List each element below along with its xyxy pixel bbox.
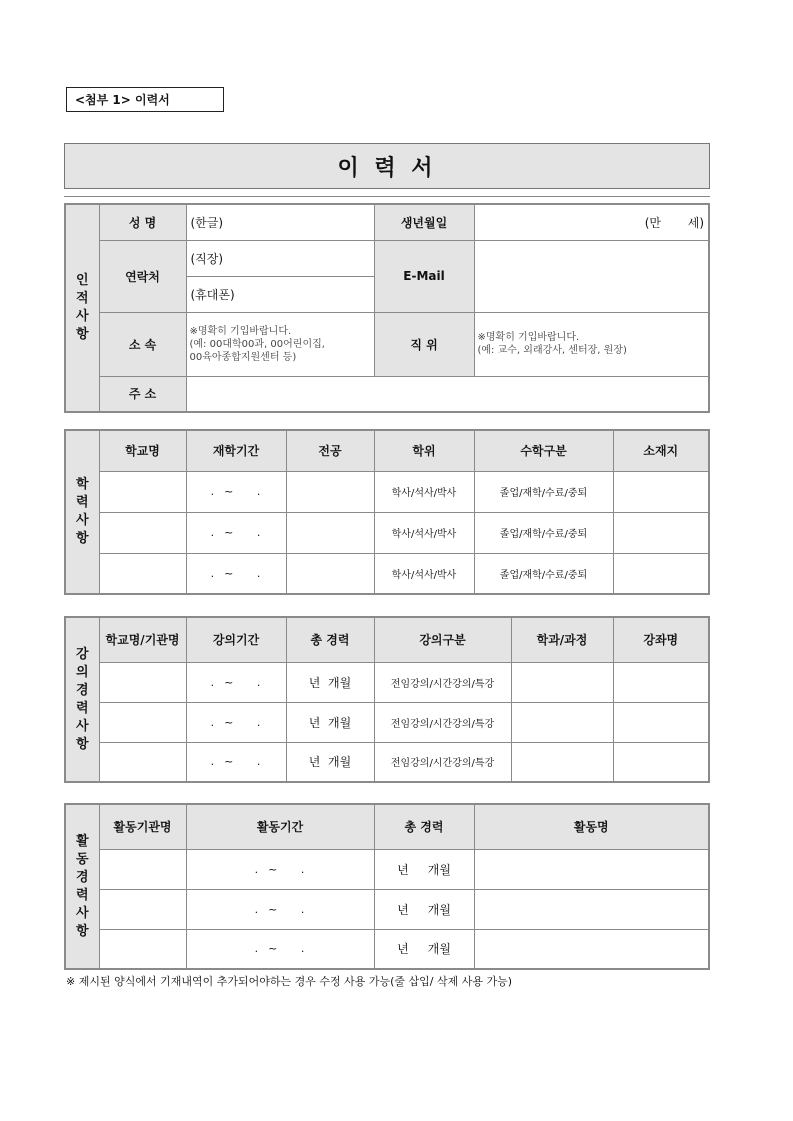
contact-label: 연락처 [99, 240, 186, 312]
education-table [64, 429, 710, 595]
lecture-type-field[interactable]: 전임강의/시간강의/특강 [374, 742, 511, 782]
total-career-field[interactable]: 년 개월 [374, 889, 474, 929]
education-header: 학위 [374, 430, 474, 471]
institution-field[interactable] [99, 662, 186, 702]
table-row [65, 553, 709, 594]
address-label: 주 소 [99, 376, 186, 412]
major-field[interactable] [286, 512, 374, 553]
title-divider [64, 196, 710, 197]
education-header: 소재지 [613, 430, 709, 471]
period-field[interactable]: . ~ . [186, 553, 286, 594]
lecture-type-field[interactable]: 전임강의/시간강의/특강 [374, 702, 511, 742]
table-row [65, 471, 709, 512]
affiliation-field[interactable]: ※명확히 기입바랍니다. (예: 00대학00과, 00어린이집, 00육아종합지원센터 등) [186, 312, 374, 376]
status-field[interactable]: 졸업/재학/수료/중퇴 [474, 512, 613, 553]
email-field[interactable] [474, 240, 709, 312]
department-field[interactable] [511, 662, 613, 702]
table-row [65, 662, 709, 702]
education-header: 재학기간 [186, 430, 286, 471]
total-career-field[interactable]: 년 개월 [286, 742, 374, 782]
name-field[interactable]: (한글) [186, 204, 374, 240]
activity-name-field[interactable] [474, 929, 709, 969]
mobile-phone-field[interactable]: (휴대폰) [186, 276, 374, 312]
table-row [65, 849, 709, 889]
institution-field[interactable] [99, 742, 186, 782]
period-field[interactable]: . ~ . [186, 929, 374, 969]
course-field[interactable] [613, 702, 709, 742]
lecture-header: 학과/과정 [511, 617, 613, 662]
activity-side-label: 활 동 경 력 사 항 [65, 804, 99, 969]
personal-side-label: 인 적 사 항 [65, 204, 99, 412]
department-field[interactable] [511, 702, 613, 742]
degree-field[interactable]: 학사/석사/박사 [374, 512, 474, 553]
course-field[interactable] [613, 662, 709, 702]
organization-field[interactable] [99, 889, 186, 929]
birth-field[interactable]: (만 세) [474, 204, 709, 240]
period-field[interactable]: . ~ . [186, 702, 286, 742]
location-field[interactable] [613, 553, 709, 594]
school-field[interactable] [99, 512, 186, 553]
institution-field[interactable] [99, 702, 186, 742]
department-field[interactable] [511, 742, 613, 782]
footnote: ※ 제시된 양식에서 기재내역이 추가되어야하는 경우 수정 사용 가능(줄 삽입/ 삭제 사용 가능) [66, 975, 512, 988]
course-field[interactable] [613, 742, 709, 782]
table-row [65, 889, 709, 929]
organization-field[interactable] [99, 849, 186, 889]
total-career-field[interactable]: 년 개월 [286, 662, 374, 702]
lecture-header: 총 경력 [286, 617, 374, 662]
address-field[interactable] [186, 376, 709, 412]
personal-info-table [64, 203, 710, 413]
name-label: 성 명 [99, 204, 186, 240]
activity-name-field[interactable] [474, 849, 709, 889]
organization-field[interactable] [99, 929, 186, 969]
table-row [65, 929, 709, 969]
document-title: 이 력 서 [64, 143, 710, 189]
lecture-header: 강좌명 [613, 617, 709, 662]
total-career-field[interactable]: 년 개월 [374, 849, 474, 889]
total-career-field[interactable]: 년 개월 [374, 929, 474, 969]
affiliation-label: 소 속 [99, 312, 186, 376]
school-field[interactable] [99, 553, 186, 594]
degree-field[interactable]: 학사/석사/박사 [374, 553, 474, 594]
birth-label: 생년월일 [374, 204, 474, 240]
period-field[interactable]: . ~ . [186, 889, 374, 929]
email-label: E-Mail [374, 240, 474, 312]
status-field[interactable]: 졸업/재학/수료/중퇴 [474, 553, 613, 594]
activity-header: 활동명 [474, 804, 709, 849]
total-career-field[interactable]: 년 개월 [286, 702, 374, 742]
location-field[interactable] [613, 512, 709, 553]
table-row [65, 742, 709, 782]
lecture-type-field[interactable]: 전임강의/시간강의/특강 [374, 662, 511, 702]
lecture-side-label: 강 의 경 력 사 항 [65, 617, 99, 782]
period-field[interactable]: . ~ . [186, 742, 286, 782]
major-field[interactable] [286, 553, 374, 594]
table-row [65, 512, 709, 553]
period-field[interactable]: . ~ . [186, 512, 286, 553]
activity-header: 활동기간 [186, 804, 374, 849]
education-side-label: 학 력 사 항 [65, 430, 99, 594]
education-header: 학교명 [99, 430, 186, 471]
table-row [65, 702, 709, 742]
work-phone-field[interactable]: (직장) [186, 240, 374, 276]
activity-header: 총 경력 [374, 804, 474, 849]
lecture-header: 학교명/기관명 [99, 617, 186, 662]
position-label: 직 위 [374, 312, 474, 376]
activity-header: 활동기관명 [99, 804, 186, 849]
period-field[interactable]: . ~ . [186, 849, 374, 889]
activity-name-field[interactable] [474, 889, 709, 929]
period-field[interactable]: . ~ . [186, 662, 286, 702]
period-field[interactable]: . ~ . [186, 471, 286, 512]
education-header: 수학구분 [474, 430, 613, 471]
lecture-header: 강의구분 [374, 617, 511, 662]
degree-field[interactable]: 학사/석사/박사 [374, 471, 474, 512]
location-field[interactable] [613, 471, 709, 512]
education-header: 전공 [286, 430, 374, 471]
school-field[interactable] [99, 471, 186, 512]
lecture-header: 강의기간 [186, 617, 286, 662]
lecture-table [64, 616, 710, 783]
position-field[interactable]: ※명확히 기입바랍니다. (예: 교수, 외래강사, 센터장, 원장) [474, 312, 709, 376]
status-field[interactable]: 졸업/재학/수료/중퇴 [474, 471, 613, 512]
attachment-label: <첨부 1> 이력서 [66, 87, 224, 112]
major-field[interactable] [286, 471, 374, 512]
activity-table [64, 803, 710, 970]
